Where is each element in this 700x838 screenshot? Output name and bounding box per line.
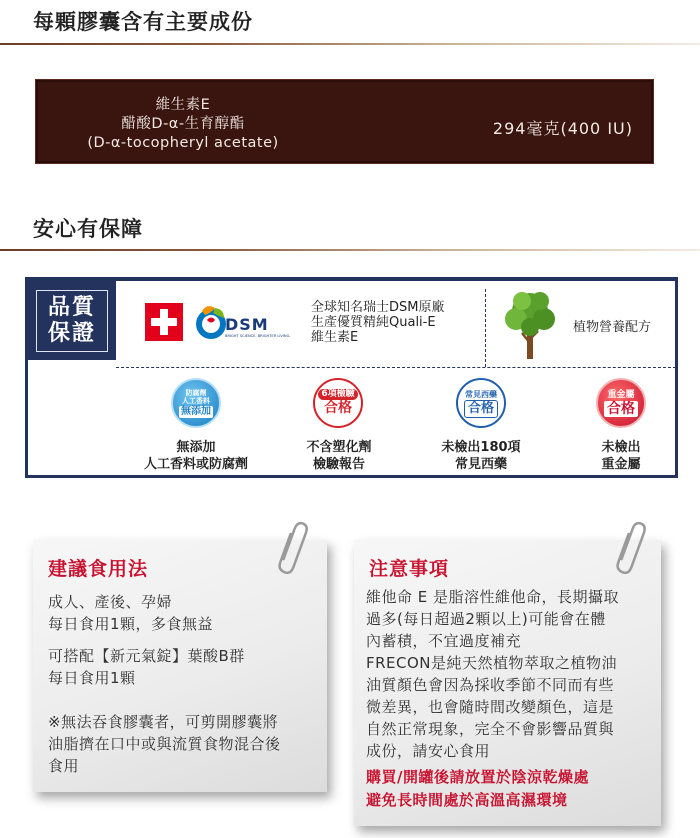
dsm-description-line: 生產優質精純Quali-E — [311, 315, 436, 330]
caption-line: 重金屬 — [601, 457, 641, 472]
no-additive-badge — [171, 378, 221, 428]
note-line: 過多(每日超過2顆以上)可能會在體 — [366, 610, 606, 628]
note-line: 食用 — [48, 757, 80, 775]
storage-warning — [366, 766, 589, 812]
caption-line: 未檢出180項 — [441, 440, 521, 455]
usage-note-card — [33, 540, 327, 792]
dsm-description — [311, 300, 444, 345]
note-line: 油脂擠在口中或與流質食物混合後 — [48, 735, 281, 753]
badge-text: 合格 — [604, 401, 638, 417]
badge-text: 人工香料 — [182, 396, 210, 405]
caption-line: 常見西藥 — [454, 457, 507, 472]
section-title-assurance: 安心有保障 — [33, 217, 143, 241]
section-divider — [0, 249, 700, 251]
caption-line: 無添加 — [176, 440, 216, 455]
usage-note-body — [48, 591, 323, 777]
caution-note-body — [366, 586, 658, 762]
caption-line: 不含塑化劑 — [306, 440, 372, 455]
caption-line: 未檢出 — [601, 440, 641, 455]
note-line: 成份，請安心食用 — [366, 742, 491, 760]
note-line: 內蓄積，不宜過度補充 — [366, 632, 522, 650]
note-line: 可搭配【新元氣錠】葉酸B群 — [48, 647, 245, 665]
swiss-flag-icon — [145, 303, 183, 341]
ingredient-name-line: 維生素E — [155, 97, 211, 113]
note-line: 維他命 E 是脂溶性維他命，長期攝取 — [366, 588, 620, 606]
western-drug-test-badge — [456, 378, 506, 428]
note-line: 每日食用1顆 — [48, 669, 136, 687]
note-line: 每日食用1顆，多食無益 — [48, 615, 214, 633]
section-title-ingredients: 每顆膠囊含有主要成份 — [33, 10, 253, 34]
tree-icon — [500, 287, 560, 363]
badge-text: 重金屬 — [607, 389, 635, 400]
certification-panel — [25, 277, 678, 478]
heavy-metal-test-caption — [568, 439, 674, 473]
plant-formula-label: 植物營養配方 — [573, 320, 652, 335]
ingredient-name — [58, 96, 308, 153]
dsm-description-line: 維生素E — [311, 330, 359, 345]
ingredient-amount: 294毫克(400 IU) — [492, 119, 633, 138]
plasticizer-test-badge — [313, 378, 363, 428]
warning-line: 避免長時間處於高溫高濕環境 — [366, 791, 568, 809]
quality-badge-line: 保證 — [47, 320, 96, 346]
note-line: 成人、產後、孕婦 — [48, 593, 173, 611]
ingredient-name-line: (D-α-tocopheryl acetate) — [87, 135, 279, 151]
note-line: FRECON是純天然植物萃取之植物油 — [366, 654, 618, 672]
caution-note-title: 注意事項 — [369, 558, 450, 580]
warning-line: 購買/開罐後請放置於陰涼乾燥處 — [366, 768, 589, 786]
panel-divider — [116, 367, 676, 368]
dsm-logo-tagline: BRIGHT SCIENCE. BRIGHTER LIVING. — [225, 334, 291, 338]
dsm-logo-text: DSM — [225, 315, 269, 334]
badge-text: 合格 — [324, 400, 352, 416]
ingredient-box — [35, 79, 654, 164]
note-line: 微差異，也會隨時間改變顏色，這是 — [366, 698, 615, 716]
badge-text: 常見西藥 — [465, 389, 497, 399]
note-line: ※無法吞食膠囊者，可剪開膠囊將 — [48, 713, 279, 731]
western-drug-test-caption — [426, 439, 536, 473]
badge-text: 合格 — [464, 400, 498, 418]
ingredient-name-line: 醋酸D-α-生育醇酯 — [121, 116, 245, 132]
quality-badge — [28, 281, 116, 360]
caption-line: 人工香料或防腐劑 — [143, 457, 248, 472]
note-line: 自然正常現象，完全不會影響品質與 — [366, 720, 615, 738]
usage-note-title: 建議食用法 — [48, 558, 149, 580]
no-additive-caption — [124, 439, 268, 473]
note-line: 油質顏色會因為採收季節不同而有些 — [366, 676, 615, 694]
quality-badge-line: 品質 — [47, 294, 96, 320]
panel-divider — [485, 289, 486, 367]
caution-note-card — [354, 540, 661, 826]
dsm-logo — [191, 303, 311, 343]
dsm-description-line: 全球知名瑞士DSM原廠 — [311, 300, 445, 315]
badge-text: 防腐劑 — [185, 388, 207, 397]
heavy-metal-test-badge — [596, 378, 646, 428]
plasticizer-test-caption — [284, 439, 394, 473]
badge-text: 6項檢驗 — [318, 389, 357, 400]
caption-line: 檢驗報告 — [312, 457, 365, 472]
badge-text: 無添加 — [181, 405, 211, 417]
section-divider — [0, 43, 700, 45]
